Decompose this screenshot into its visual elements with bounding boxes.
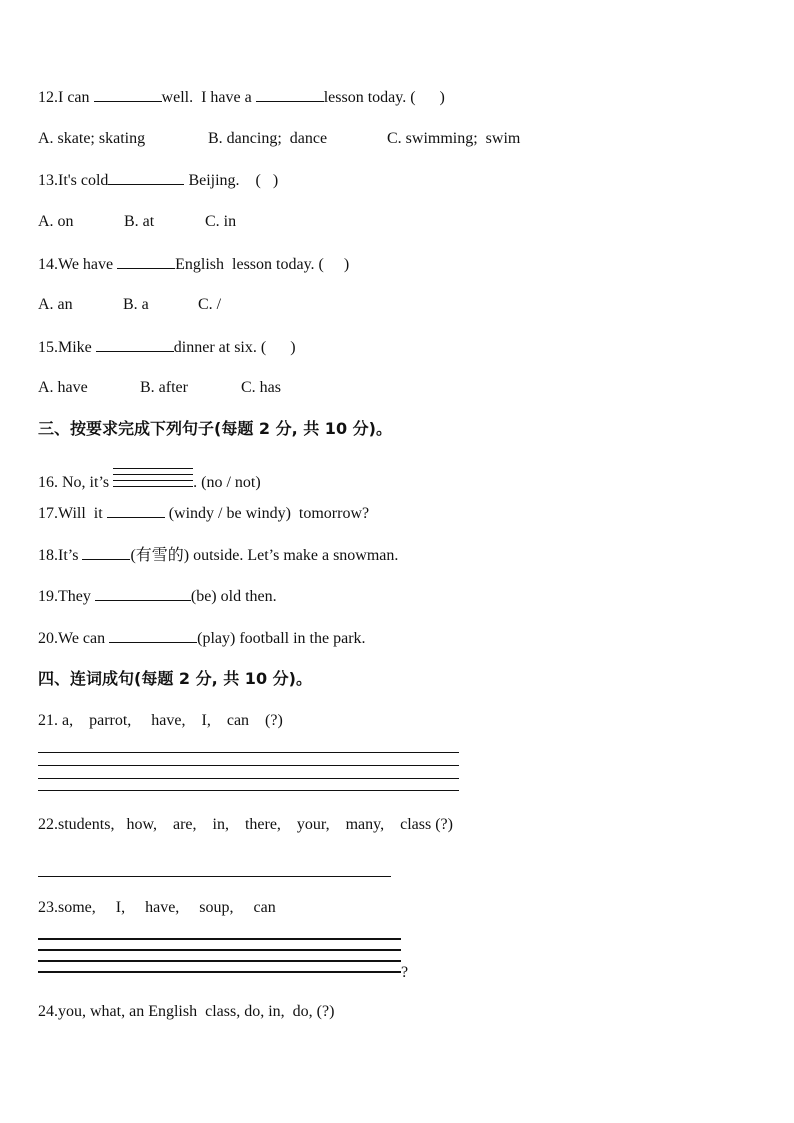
question-number: 24. [38, 1003, 58, 1020]
question-17 [38, 503, 369, 524]
option-b: B. a [123, 296, 149, 313]
question-19 [38, 586, 277, 607]
question-number: 20. [38, 630, 58, 647]
options-14 [38, 295, 222, 315]
answer-line[interactable] [38, 971, 401, 973]
answer-line[interactable] [38, 876, 391, 877]
question-text: They [58, 588, 95, 605]
options-13 [38, 212, 237, 232]
answer-line[interactable] [38, 778, 459, 779]
question-text: English lesson today. ( ) [175, 256, 350, 273]
option-a: A. an [38, 296, 73, 313]
question-text: No, it’s [58, 474, 114, 491]
question-text: lesson today. ( ) [323, 89, 445, 106]
answer-line[interactable] [38, 960, 401, 962]
answer-line[interactable] [38, 938, 401, 940]
option-c: C. has [241, 379, 281, 396]
question-16 [38, 467, 261, 493]
question-number: 13. [38, 172, 58, 189]
question-text: We have [58, 256, 118, 273]
question-text: dinner at six. ( ) [173, 339, 296, 356]
answer-line[interactable] [38, 765, 459, 766]
scrambled-words: students, how, are, in, there, your, many, class (?) [58, 816, 453, 833]
question-12 [38, 87, 445, 108]
option-c: C. in [205, 213, 237, 230]
question-number: 12. [38, 89, 58, 106]
option-a: A. have [38, 379, 88, 396]
answer-blank[interactable] [107, 503, 165, 518]
question-text: We can [58, 630, 110, 647]
option-a: A. on [38, 213, 74, 230]
question-text: Beijing. ( ) [184, 172, 279, 189]
question-text: (有雪的) outside. Let’s make a snowman. [130, 547, 399, 564]
question-text: (play) football in the park. [197, 630, 366, 647]
question-14 [38, 254, 349, 275]
scrambled-words: a, parrot, have, I, can (?) [58, 712, 283, 729]
answer-blank[interactable] [117, 254, 175, 269]
answer-blank[interactable] [109, 628, 197, 643]
question-21 [38, 711, 283, 731]
question-text: (windy / be windy) tomorrow? [164, 505, 370, 522]
option-b: B. dancing; dance [208, 130, 328, 147]
question-number: 14. [38, 256, 58, 273]
answer-line[interactable] [38, 949, 401, 951]
options-15 [38, 378, 281, 398]
option-c: C. swimming; swim [387, 130, 521, 147]
question-number: 22. [38, 816, 58, 833]
answer-blank[interactable] [94, 87, 162, 102]
options-12 [38, 129, 521, 149]
question-text: Will it [58, 505, 107, 522]
question-number: 23. [38, 899, 58, 916]
answer-blank[interactable] [113, 467, 193, 493]
question-number: 18. [38, 547, 58, 564]
question-number: 19. [38, 588, 58, 605]
answer-line[interactable] [38, 790, 459, 791]
question-text: It's cold [58, 172, 109, 189]
option-b: B. after [140, 379, 188, 396]
end-mark: ? [401, 964, 409, 981]
question-13 [38, 170, 278, 191]
answer-blank[interactable] [82, 545, 130, 560]
question-15 [38, 337, 296, 358]
answer-blank[interactable] [108, 170, 184, 185]
option-a: A. skate; skating [38, 130, 146, 147]
answer-blank[interactable] [95, 586, 191, 601]
scrambled-words: you, what, an English class, do, in, do, (?) [58, 1003, 335, 1020]
question-18 [38, 545, 398, 566]
question-20 [38, 628, 366, 649]
question-text: I can [58, 89, 94, 106]
option-c: C. / [198, 296, 222, 313]
question-text: well. I have a [161, 89, 256, 106]
scrambled-words: some, I, have, soup, can [58, 899, 276, 916]
question-23 [38, 898, 276, 918]
answer-blank[interactable] [256, 87, 324, 102]
question-number: 17. [38, 505, 58, 522]
section-4-heading: 四、连词成句(每题 2 分, 共 10 分)。 [38, 669, 312, 688]
question-text: Mike [58, 339, 96, 356]
answer-line[interactable] [38, 752, 459, 753]
answer-blank[interactable] [96, 337, 174, 352]
question-text: . (no / not) [193, 474, 261, 491]
question-text: It’s [58, 547, 83, 564]
question-number: 16. [38, 474, 58, 491]
option-b: B. at [124, 213, 155, 230]
question-number: 15. [38, 339, 58, 356]
question-24 [38, 1002, 334, 1022]
question-text: (be) old then. [190, 588, 277, 605]
question-22 [38, 815, 453, 835]
section-3-heading: 三、按要求完成下列句子(每题 2 分, 共 10 分)。 [38, 419, 392, 438]
question-number: 21. [38, 712, 58, 729]
